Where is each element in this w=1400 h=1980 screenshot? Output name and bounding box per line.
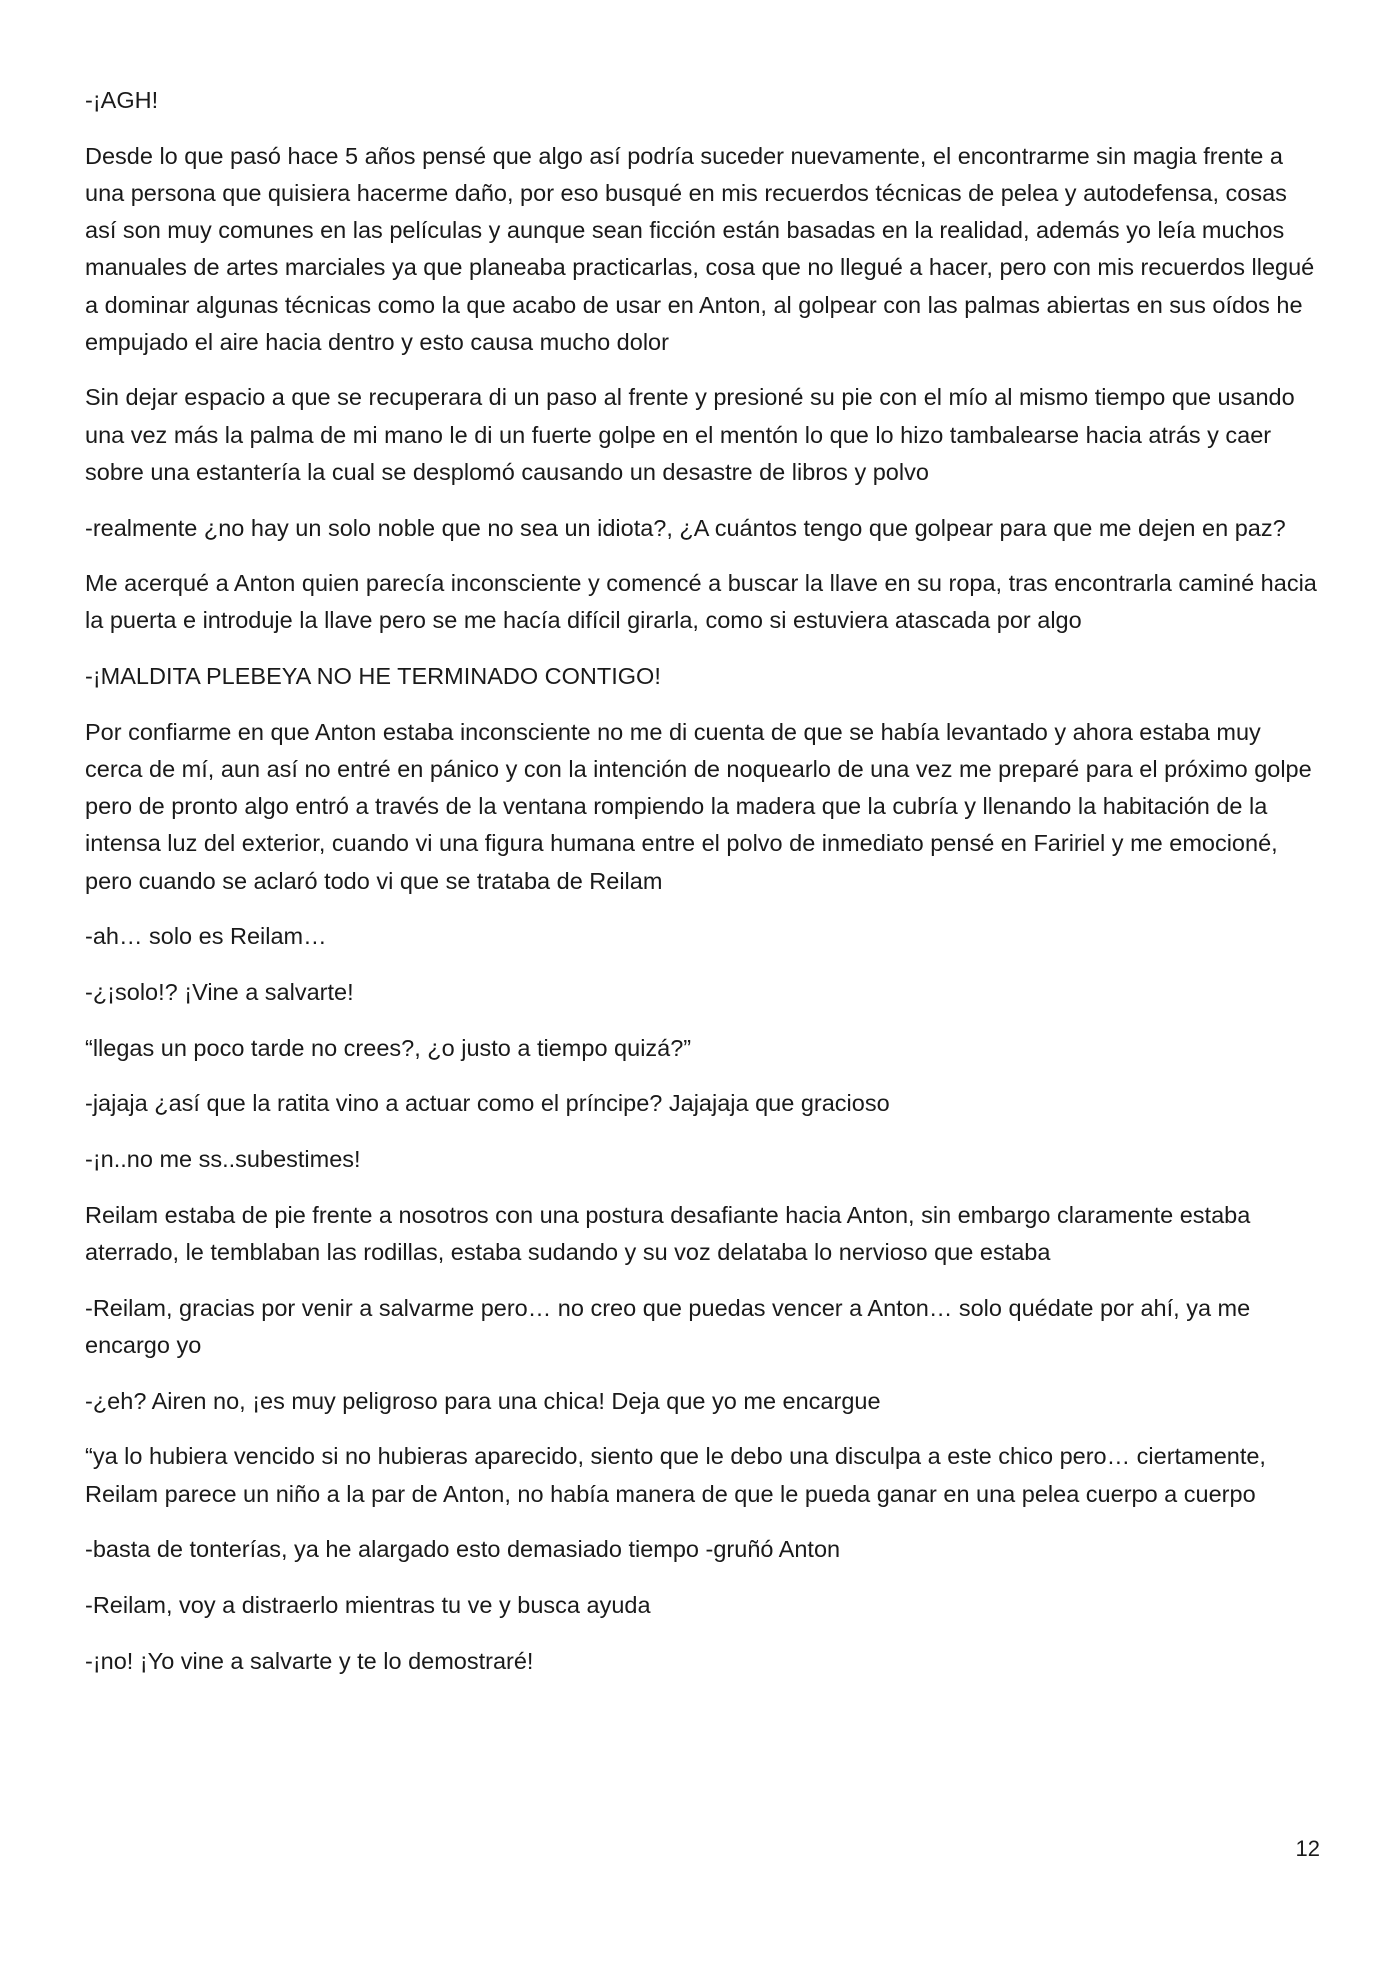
paragraph-16: “ya lo hubiera vencido si no hubieras aparecido, siento que le debo una disculpa a este chico pero… ciertamente, Reilam parece un niño a la par de Anton, no había manera de que le pueda ganar en una pelea cuerpo a cuerpo [85,1443,1266,1507]
paragraph-4: -realmente ¿no hay un solo noble que no sea un idiota?, ¿A cuántos tengo que golpear para que me dejen en paz? [85,514,1286,541]
paragraph-7: Por confiarme en que Anton estaba inconsciente no me di cuenta de que se había levantado y ahora estaba muy cerca de mí, aun así no entré en pánico y con la intención de noquearlo de una vez me preparé para el próximo golpe pero de pronto algo entró a través de la ventana rompiendo la madera que la cubría y llenando la habitación de la intensa luz del exterior, cuando vi una figura humana entre el polvo de inmediato pensé en Faririel y me emocioné, pero cuando se aclaró todo vi que se trataba de Reilam [85,718,1312,894]
paragraph-9: -¿¡solo!? ¡Vine a salvarte! [85,979,354,1006]
paragraph-6: -¡MALDITA PLEBEYA NO HE TERMINADO CONTIGO! [85,663,661,690]
paragraph-3: Sin dejar espacio a que se recuperara di un paso al frente y presioné su pie con el mío al mismo tiempo que usando una vez más la palma de mi mano le di un fuerte golpe en el mentón lo que lo hizo tambalearse hacia atrás y caer sobre una estantería la cual se desplomó causando un desastre de libros y polvo [85,384,1295,485]
paragraph-8: -ah… solo es Reilam… [85,923,327,950]
paragraph-19: -¡no! ¡Yo vine a salvarte y te lo demostraré! [85,1647,534,1674]
document-body [85,82,1320,1698]
paragraph-11: -jajaja ¿así que la ratita vino a actuar como el príncipe? Jajajaja que gracioso [85,1090,890,1117]
paragraph-17: -basta de tonterías, ya he alargado esto demasiado tiempo -gruñó Anton [85,1536,841,1563]
paragraph-2: Desde lo que pasó hace 5 años pensé que algo así podría suceder nuevamente, el encontrarme sin magia frente a una persona que quisiera hacerme daño, por eso busqué en mis recuerdos técnicas de pelea y autodefensa, cosas así son muy comunes en las películas y aunque sean ficción están basadas en la realidad, además yo leía muchos manuales de artes marciales ya que planeaba practicarlas, cosa que no llegué a hacer, pero con mis recuerdos llegué a dominar algunas técnicas como la que acabo de usar en Anton, al golpear con las palmas abiertas en sus oídos he empujado el aire hacia dentro y esto causa mucho dolor [85,142,1315,355]
paragraph-12: -¡n..no me ss..subestimes! [85,1146,361,1173]
paragraph-18: -Reilam, voy a distraerlo mientras tu ve y busca ayuda [85,1592,651,1618]
paragraph-5: Me acerqué a Anton quien parecía inconsciente y comencé a buscar la llave en su ropa, tras encontrarla caminé hacia la puerta e introduje la llave pero se me hacía difícil girarla, como si estuviera atascada por algo [85,570,1317,634]
paragraph-15: -¿eh? Airen no, ¡es muy peligroso para una chica! Deja que yo me encargue [85,1387,881,1414]
paragraph-13: Reilam estaba de pie frente a nosotros con una postura desafiante hacia Anton, sin embargo claramente estaba aterrado, le temblaban las rodillas, estaba sudando y su voz delataba lo nervioso que estaba [85,1201,1251,1266]
paragraph-14: -Reilam, gracias por venir a salvarme pero… no creo que puedas vencer a Anton… solo quédate por ahí, ya me encargo yo [85,1294,1251,1358]
paragraph-1: -¡AGH! [85,87,159,113]
paragraph-10: “llegas un poco tarde no crees?, ¿o justo a tiempo quizá?” [85,1034,692,1061]
page-number: 12 [1295,1836,1320,1861]
